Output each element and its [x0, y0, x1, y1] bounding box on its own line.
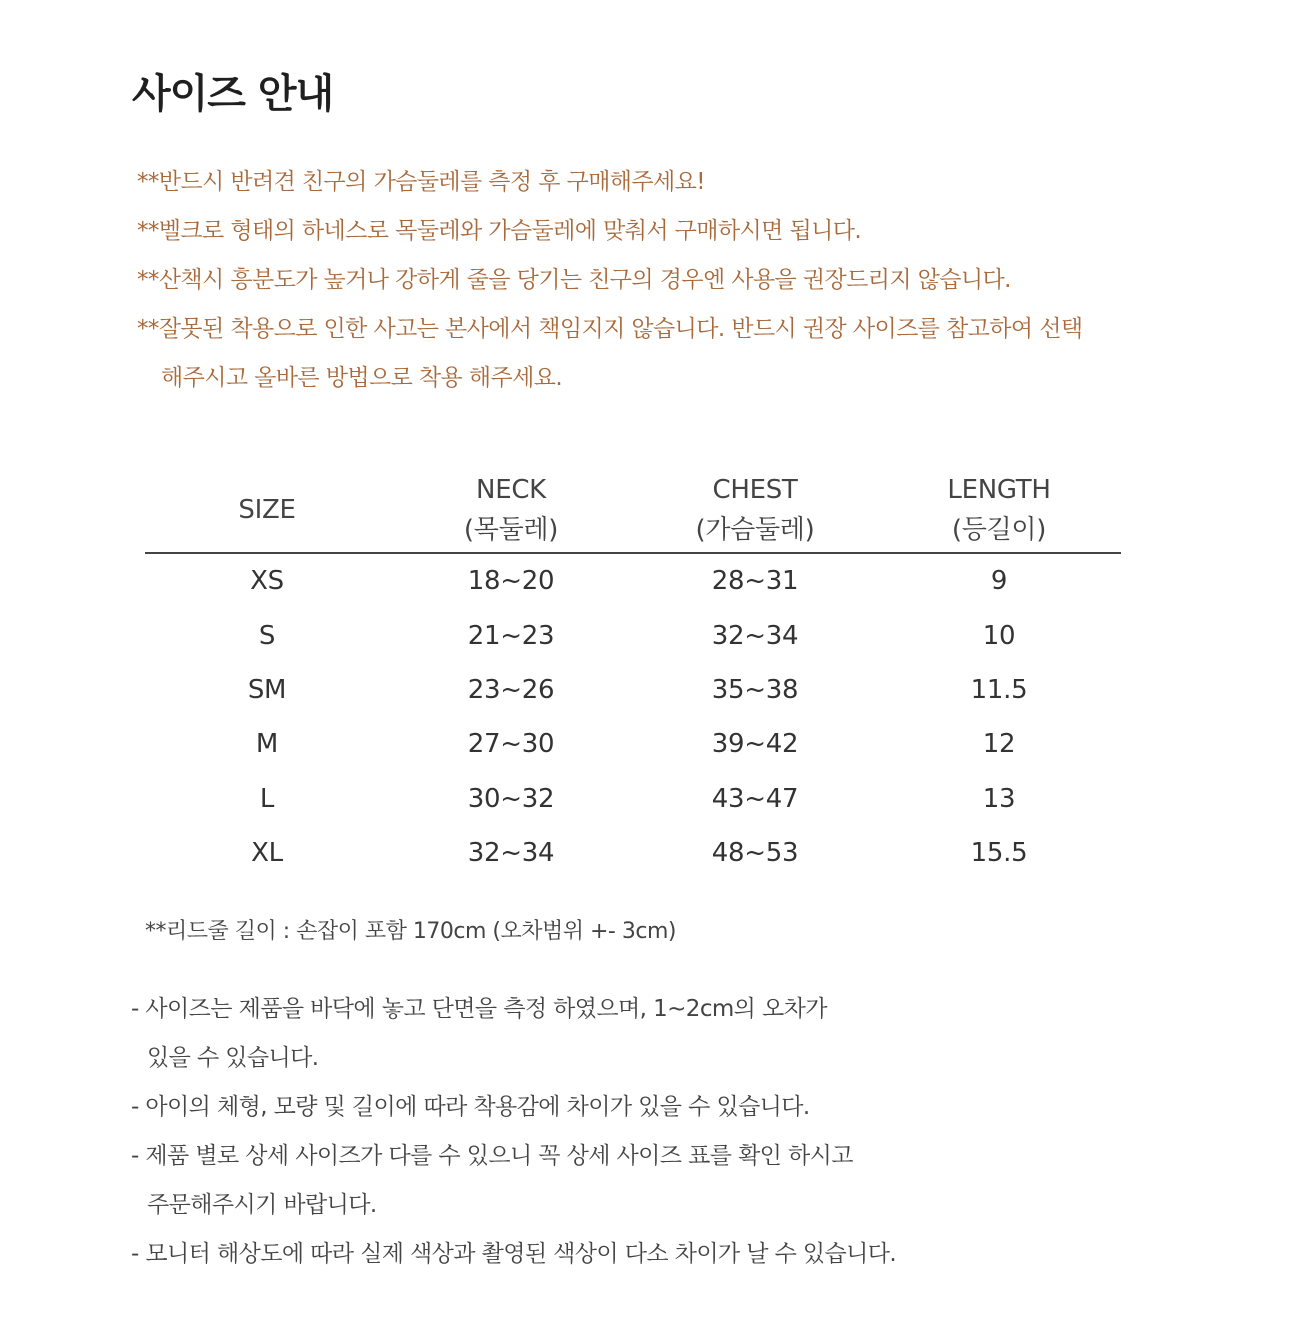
- header-neck: [389, 468, 633, 552]
- notice-line: 해주시고 올바른 방법으로 착용 해주세요.: [161, 365, 563, 391]
- chest-cell: 48~53: [711, 838, 799, 869]
- header-chest-label: CHEST: [712, 475, 798, 505]
- neck-cell: 21~23: [467, 620, 555, 651]
- header-length: [877, 468, 1121, 552]
- size-table: [145, 468, 1121, 880]
- notice-line: **벨크로 형태의 하네스로 목둘레와 가슴둘레에 맞춰서 구매하시면 됩니다.: [137, 218, 862, 244]
- size-cell: SM: [247, 674, 287, 705]
- table-header-row: [145, 468, 1121, 554]
- leash-length-note: **리드줄 길이 : 손잡이 포함 170cm (오차범위 +- 3cm): [145, 919, 676, 944]
- header-neck-sublabel: (목둘레): [463, 515, 559, 545]
- caution-list: [131, 988, 1131, 1282]
- neck-cell: 18~20: [467, 566, 555, 597]
- table-row: [145, 826, 1121, 880]
- notice-list: [137, 162, 1247, 407]
- chest-cell: 32~34: [711, 620, 799, 651]
- length-cell: 10: [982, 620, 1016, 651]
- size-cell: XS: [250, 566, 284, 597]
- chest-cell: 35~38: [711, 674, 799, 705]
- header-chest-sublabel: (가슴둘레): [695, 515, 815, 545]
- length-cell: 13: [982, 783, 1016, 814]
- size-cell: L: [259, 783, 275, 814]
- chest-cell: 39~42: [711, 729, 799, 760]
- size-cell: XL: [251, 838, 283, 869]
- notice-line: **반드시 반려견 친구의 가슴둘레를 측정 후 구매해주세요!: [137, 169, 705, 195]
- header-length-label: LENGTH: [947, 475, 1051, 505]
- notice-line: **산책시 흥분도가 높거나 강하게 줄을 당기는 친구의 경우엔 사용을 권장드리지 않습니다.: [137, 267, 1011, 293]
- caution-line: - 사이즈는 제품을 바닥에 놓고 단면을 측정 하였으며, 1~2cm의 오차가: [131, 996, 827, 1022]
- caution-line: 주문해주시기 바랍니다.: [147, 1192, 377, 1218]
- length-cell: 11.5: [970, 674, 1028, 705]
- length-cell: 9: [990, 566, 1008, 597]
- size-cell: S: [258, 620, 276, 651]
- header-length-sublabel: (등길이): [951, 515, 1047, 545]
- header-size-label: SIZE: [238, 495, 296, 525]
- neck-cell: 30~32: [467, 783, 555, 814]
- table-row: [145, 772, 1121, 826]
- neck-cell: 32~34: [467, 838, 555, 869]
- notice-line: **잘못된 착용으로 인한 사고는 본사에서 책임지지 않습니다. 반드시 권장 사이즈를 참고하여 선택: [137, 316, 1083, 342]
- caution-line: 있을 수 있습니다.: [147, 1045, 319, 1071]
- neck-cell: 27~30: [467, 729, 555, 760]
- chest-cell: 28~31: [711, 566, 799, 597]
- header-size: [145, 468, 389, 552]
- table-body: [145, 554, 1121, 880]
- neck-cell: 23~26: [467, 674, 555, 705]
- caution-line: - 제품 별로 상세 사이즈가 다를 수 있으니 꼭 상세 사이즈 표를 확인 하시고: [131, 1143, 853, 1169]
- header-chest: [633, 468, 877, 552]
- length-cell: 12: [982, 729, 1016, 760]
- table-row: [145, 663, 1121, 717]
- table-row: [145, 717, 1121, 771]
- size-cell: M: [255, 729, 279, 760]
- chest-cell: 43~47: [711, 783, 799, 814]
- caution-line: - 모니터 해상도에 따라 실제 색상과 촬영된 색상이 다소 차이가 날 수 있습니다.: [131, 1241, 897, 1267]
- length-cell: 15.5: [970, 838, 1028, 869]
- page-title: 사이즈 안내: [132, 71, 334, 117]
- table-row: [145, 554, 1121, 608]
- header-neck-label: NECK: [476, 475, 546, 505]
- table-row: [145, 608, 1121, 662]
- caution-line: - 아이의 체형, 모량 및 길이에 따라 착용감에 차이가 있을 수 있습니다.: [131, 1094, 810, 1120]
